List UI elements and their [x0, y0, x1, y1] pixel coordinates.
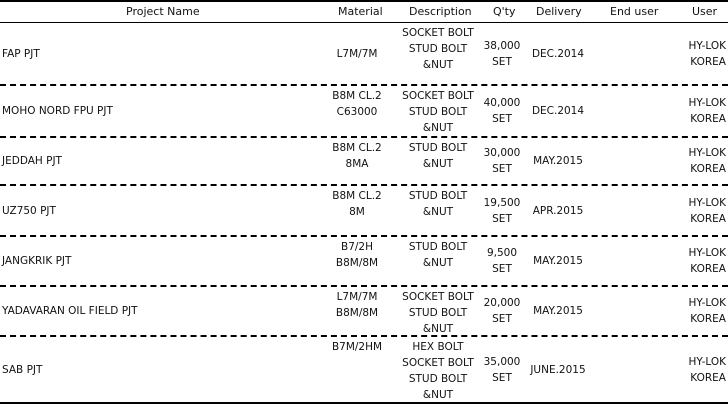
material-line: B7/2H: [341, 241, 373, 253]
qty-value: 9,500: [486, 247, 518, 259]
description-line: SOCKET BOLT: [402, 27, 474, 39]
end-user-cell: [590, 237, 672, 285]
project-name: SAB PJT: [2, 363, 43, 376]
description-line: SOCKET BOLT: [402, 357, 474, 369]
end-user-cell: [590, 86, 672, 136]
table-row: [0, 138, 728, 186]
delivery-date: MAY.2015: [533, 305, 583, 317]
user-cell: [674, 23, 728, 84]
material-cell: [322, 86, 392, 136]
material-cell: [322, 138, 392, 184]
table-row: [0, 337, 728, 404]
description-cell: [398, 138, 478, 184]
description-line: STUD BOLT: [408, 106, 468, 118]
description-cell: [398, 23, 478, 84]
delivery-date: JUNE.2015: [530, 363, 586, 376]
table-header: [0, 2, 728, 23]
user-cell: [674, 287, 728, 335]
material-cell: [322, 186, 392, 235]
qty-cell: [478, 186, 526, 235]
description-line: &NUT: [422, 158, 454, 170]
project-name: MOHO NORD FPU PJT: [2, 105, 113, 117]
description-line: STUD BOLT: [408, 142, 468, 154]
user-line: KOREA: [690, 263, 726, 275]
delivery-cell: [527, 186, 589, 235]
description-line: STUD BOLT: [408, 43, 468, 55]
user-line: HY-LOK: [688, 297, 726, 309]
end-user-cell: [590, 337, 672, 402]
qty-value: 38,000: [483, 39, 521, 52]
qty-cell: [478, 287, 526, 335]
description-line: &NUT: [422, 59, 454, 71]
user-line: HY-LOK: [688, 196, 726, 209]
qty-unit: SET: [492, 113, 512, 125]
qty-cell: [478, 86, 526, 136]
material-line: 8M: [349, 206, 365, 218]
qty-value: 30,000: [483, 147, 521, 159]
description-line: &NUT: [422, 257, 454, 269]
material-line: B8M CL.2: [332, 142, 382, 154]
description-cell: [398, 186, 478, 235]
material-cell: [322, 237, 392, 285]
user-line: KOREA: [690, 113, 726, 125]
qty-unit: SET: [492, 263, 512, 275]
qty-unit: SET: [492, 212, 512, 225]
delivery-date: MAY.2015: [533, 255, 583, 267]
material-line: L7M/7M: [336, 47, 378, 60]
project-name-cell: [2, 186, 322, 235]
table-row: [0, 23, 728, 86]
qty-cell: [478, 337, 526, 402]
qty-value: 35,000: [483, 355, 521, 368]
project-name-cell: [2, 237, 322, 285]
delivery-date: MAY.2015: [533, 155, 583, 167]
table-row: [0, 186, 728, 237]
description-line: STUD BOLT: [408, 241, 468, 253]
material-cell: [322, 287, 392, 335]
delivery-cell: [527, 138, 589, 184]
description-line: STUD BOLT: [408, 373, 468, 385]
material-line: B7M/2HM: [331, 341, 383, 353]
project-name: UZ750 PJT: [2, 204, 56, 217]
header-end-user: End user: [610, 5, 659, 18]
material-line: 8MA: [345, 158, 369, 170]
project-name: FAP PJT: [2, 47, 40, 60]
qty-value: 19,500: [483, 196, 521, 209]
project-name-cell: [2, 86, 322, 136]
material-line: B8M/8M: [335, 257, 379, 269]
header-description: Description: [409, 5, 472, 18]
end-user-cell: [590, 186, 672, 235]
description-cell: [398, 287, 478, 335]
header-project-name: Project Name: [126, 5, 200, 18]
user-line: KOREA: [690, 371, 726, 384]
user-cell: [674, 138, 728, 184]
qty-cell: [478, 23, 526, 84]
delivery-cell: [527, 287, 589, 335]
table-row: [0, 86, 728, 138]
description-line: STUD BOLT: [408, 190, 468, 202]
description-line: SOCKET BOLT: [402, 291, 474, 303]
header-qty: Q'ty: [493, 5, 516, 18]
user-line: HY-LOK: [688, 39, 726, 52]
user-line: KOREA: [690, 313, 726, 325]
project-name-cell: [2, 337, 322, 402]
user-cell: [674, 237, 728, 285]
description-cell: [398, 337, 478, 402]
material-line: C63000: [336, 106, 378, 118]
description-line: &NUT: [422, 389, 454, 401]
project-name-cell: [2, 287, 322, 335]
user-line: HY-LOK: [688, 147, 726, 159]
user-cell: [674, 186, 728, 235]
user-cell: [674, 86, 728, 136]
description-line: &NUT: [422, 206, 454, 218]
description-line: &NUT: [422, 122, 454, 134]
delivery-cell: [527, 23, 589, 84]
header-delivery: Delivery: [536, 5, 582, 18]
description-cell: [398, 86, 478, 136]
material-cell: [322, 23, 392, 84]
qty-unit: SET: [492, 371, 512, 384]
delivery-date: APR.2015: [532, 204, 584, 217]
project-name-cell: [2, 23, 322, 84]
material-cell: [322, 337, 392, 402]
project-name: JANGKRIK PJT: [2, 255, 72, 267]
qty-unit: SET: [492, 55, 512, 68]
description-line: &NUT: [422, 323, 454, 335]
end-user-cell: [590, 287, 672, 335]
qty-unit: SET: [492, 313, 512, 325]
project-name-cell: [2, 138, 322, 184]
qty-value: 40,000: [483, 97, 521, 109]
delivery-date: DEC.2014: [531, 105, 585, 117]
user-line: HY-LOK: [688, 355, 726, 368]
description-line: SOCKET BOLT: [402, 90, 474, 102]
project-name: JEDDAH PJT: [2, 155, 62, 167]
material-line: L7M/7M: [336, 291, 378, 303]
table-row: [0, 237, 728, 287]
description-cell: [398, 237, 478, 285]
user-line: KOREA: [690, 163, 726, 175]
qty-cell: [478, 237, 526, 285]
material-line: B8M CL.2: [332, 90, 382, 102]
description-line: STUD BOLT: [408, 307, 468, 319]
header-user: User: [692, 5, 718, 18]
user-line: KOREA: [690, 212, 726, 225]
user-line: HY-LOK: [688, 97, 726, 109]
user-line: HY-LOK: [688, 247, 726, 259]
delivery-cell: [527, 86, 589, 136]
project-name: YADAVARAN OIL FIELD PJT: [2, 305, 138, 317]
material-line: B8M CL.2: [332, 190, 382, 202]
user-cell: [674, 337, 728, 402]
qty-value: 20,000: [483, 297, 521, 309]
delivery-date: DEC.2014: [531, 47, 585, 60]
delivery-cell: [527, 237, 589, 285]
description-line: HEX BOLT: [412, 341, 464, 353]
qty-cell: [478, 138, 526, 184]
end-user-cell: [590, 23, 672, 84]
end-user-cell: [590, 138, 672, 184]
material-line: B8M/8M: [335, 307, 379, 319]
table-row: [0, 287, 728, 337]
header-material: Material: [338, 5, 383, 18]
user-line: KOREA: [690, 55, 726, 68]
delivery-cell: [527, 337, 589, 402]
qty-unit: SET: [492, 163, 512, 175]
